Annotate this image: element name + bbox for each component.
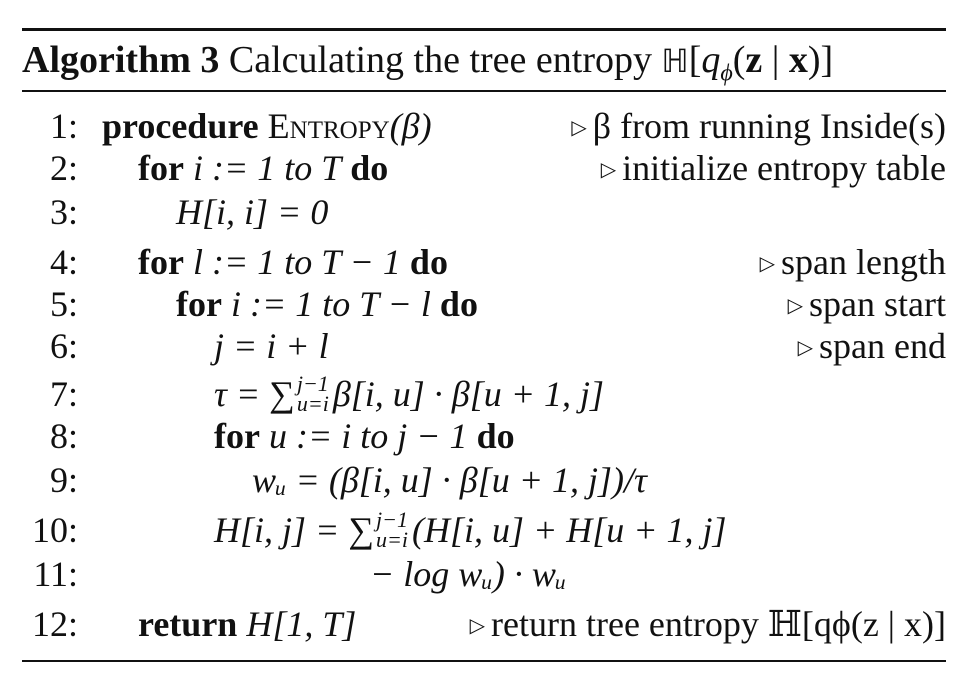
algorithm-line-1 — [0, 104, 970, 148]
line-number: 9: — [49, 460, 78, 500]
line-number: 10: — [31, 510, 78, 550]
bottom-rule — [22, 660, 946, 662]
comment-triangle-icon: ▷ — [469, 613, 486, 637]
keyword-do: do — [439, 284, 478, 324]
comment-triangle-icon: ▷ — [787, 293, 804, 317]
comment-triangle-icon: ▷ — [571, 115, 587, 139]
comment-triangle-icon: ▷ — [797, 335, 814, 359]
statement: H[i, j] = ∑ j−1 u=i (H[i, u] + H[u + 1, j] — [214, 506, 727, 552]
procedure-arg: (β) — [389, 106, 432, 146]
header-rule — [22, 90, 946, 92]
algorithm-title — [22, 38, 833, 96]
title-bracket-open: [ — [688, 39, 702, 81]
line-number: 3: — [49, 192, 78, 232]
keyword-do: do — [476, 416, 515, 456]
loop-expression: i := 1 to T − l — [230, 284, 431, 324]
line-number: 8: — [49, 416, 78, 456]
algorithm-label: Algorithm 3 — [22, 39, 220, 81]
algorithm-line-5 — [0, 282, 970, 326]
return-expression: H[1, T] — [246, 604, 357, 644]
algorithm-line-8 — [0, 414, 970, 458]
algorithm-line-7 — [0, 372, 970, 416]
line-number: 7: — [49, 374, 78, 414]
algorithm-line-2 — [0, 146, 970, 190]
algorithm-line-4 — [0, 240, 970, 284]
algorithm-line-3 — [0, 190, 970, 234]
algorithm-line-12 — [0, 602, 970, 646]
algorithm-line-6 — [0, 324, 970, 368]
statement: j = i + l — [214, 326, 329, 366]
summation-limits: j−1 u=i — [375, 506, 408, 552]
loop-expression: i := 1 to T — [192, 148, 342, 188]
line-comment: ▷ span length — [759, 242, 946, 282]
title-phi: ϕ — [720, 60, 733, 87]
keyword-do: do — [350, 148, 389, 188]
keyword-for: for — [138, 242, 184, 282]
title-paren-open: ( — [732, 39, 746, 81]
comment-triangle-icon: ▷ — [600, 157, 617, 181]
keyword-do: do — [409, 242, 448, 282]
line-number: 5: — [49, 284, 78, 324]
entropy-symbol: ℍ — [661, 42, 689, 80]
line-number: 12: — [31, 604, 78, 644]
keyword-for: for — [176, 284, 222, 324]
top-rule — [22, 28, 946, 31]
line-comment: ▷ span start — [787, 284, 946, 324]
statement: wᵤ = (β[i, u] · β[u + 1, j])/τ — [252, 460, 647, 500]
comment-triangle-icon: ▷ — [759, 251, 776, 275]
title-bar: | — [762, 39, 789, 81]
algorithm-title-text: Calculating the tree entropy — [228, 39, 652, 81]
line-comment: ▷ return tree entropy ℍ[qϕ(z | x)] — [469, 604, 946, 644]
line-comment: ▷ span end — [797, 326, 946, 366]
keyword-return: return — [138, 604, 238, 644]
line-number: 2: — [49, 148, 78, 188]
line-comment: ▷ β from running Inside(s) — [571, 106, 946, 146]
title-x: x — [788, 39, 808, 81]
algorithm-line-9 — [0, 458, 970, 502]
summation-limits: j−1 u=i — [296, 370, 329, 416]
keyword-for: for — [214, 416, 260, 456]
title-close: )] — [807, 39, 834, 81]
statement: − log wᵤ) · wᵤ — [370, 554, 567, 594]
loop-expression: u := i to j − 1 — [268, 416, 468, 456]
statement: H[i, i] = 0 — [176, 192, 329, 232]
algorithm-line-10 — [0, 508, 970, 552]
procedure-name: Entropy — [267, 106, 390, 146]
line-number: 1: — [49, 106, 78, 146]
algorithm-line-11 — [0, 552, 970, 596]
statement: τ = ∑ j−1 u=i β[i, u] · β[u + 1, j] — [214, 370, 605, 416]
line-comment: ▷ initialize entropy table — [600, 148, 946, 188]
title-z: z — [745, 39, 763, 81]
line-number: 6: — [49, 326, 78, 366]
keyword-for: for — [138, 148, 184, 188]
title-q: q — [701, 39, 721, 81]
line-number: 4: — [49, 242, 78, 282]
keyword-procedure: procedure — [102, 106, 259, 146]
loop-expression: l := 1 to T − 1 — [192, 242, 401, 282]
line-number: 11: — [33, 554, 78, 594]
